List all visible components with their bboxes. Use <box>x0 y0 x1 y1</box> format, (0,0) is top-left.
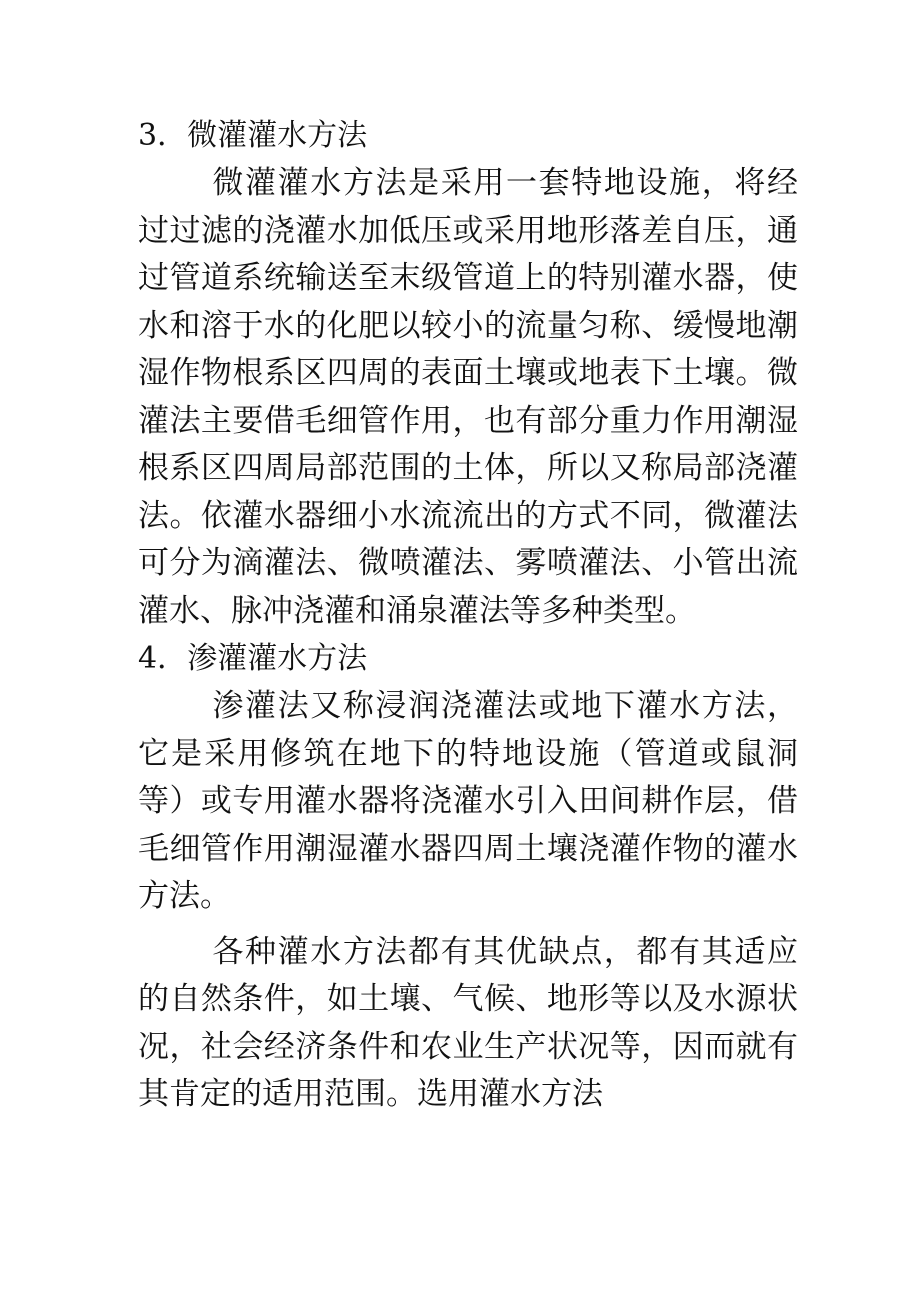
closing-paragraph: 各种灌水方法都有其优缺点，都有其适应的自然条件，如土壤、气候、地形等以及水源状况，社会经济条件和农业生产状况等，因而就有其肯定的适用范围。选用灌水方法 <box>138 933 798 1112</box>
section-4-paragraph: 渗灌法又称浸润浇灌法或地下灌水方法，它是采用修筑在地下的特地设施（管道或鼠洞等）或专用灌水器将浇灌水引入田间耕作层，借毛细管作用潮湿灌水器四周土壤浇灌作物的灌水方法。 <box>138 688 798 914</box>
section-3-paragraph: 微灌灌水方法是采用一套特地设施，将经过过滤的浇灌水加低压或采用地形落差自压，通过管道系统输送至末级管道上的特别灌水器，使水和溶于水的化肥以较小的流量匀称、缓慢地潮湿作物根系区四周的表面土壤或地表下土壤。微灌法主要借毛细管作用，也有部分重力作用潮湿根系区四周局部范围的土体，所以又称局部浇灌法。依灌水器细小水流流出的方式不同，微灌法可分为滴灌法、微喷灌法、雾喷灌法、小管出流灌水、脉冲浇灌和涌泉灌法等多种类型。 <box>138 165 798 629</box>
paragraph-spacer <box>138 921 798 929</box>
document-page <box>138 112 798 1119</box>
section-3-heading: 3．微灌灌水方法 <box>138 118 368 153</box>
section-4-heading: 4．渗灌灌水方法 <box>138 641 368 676</box>
